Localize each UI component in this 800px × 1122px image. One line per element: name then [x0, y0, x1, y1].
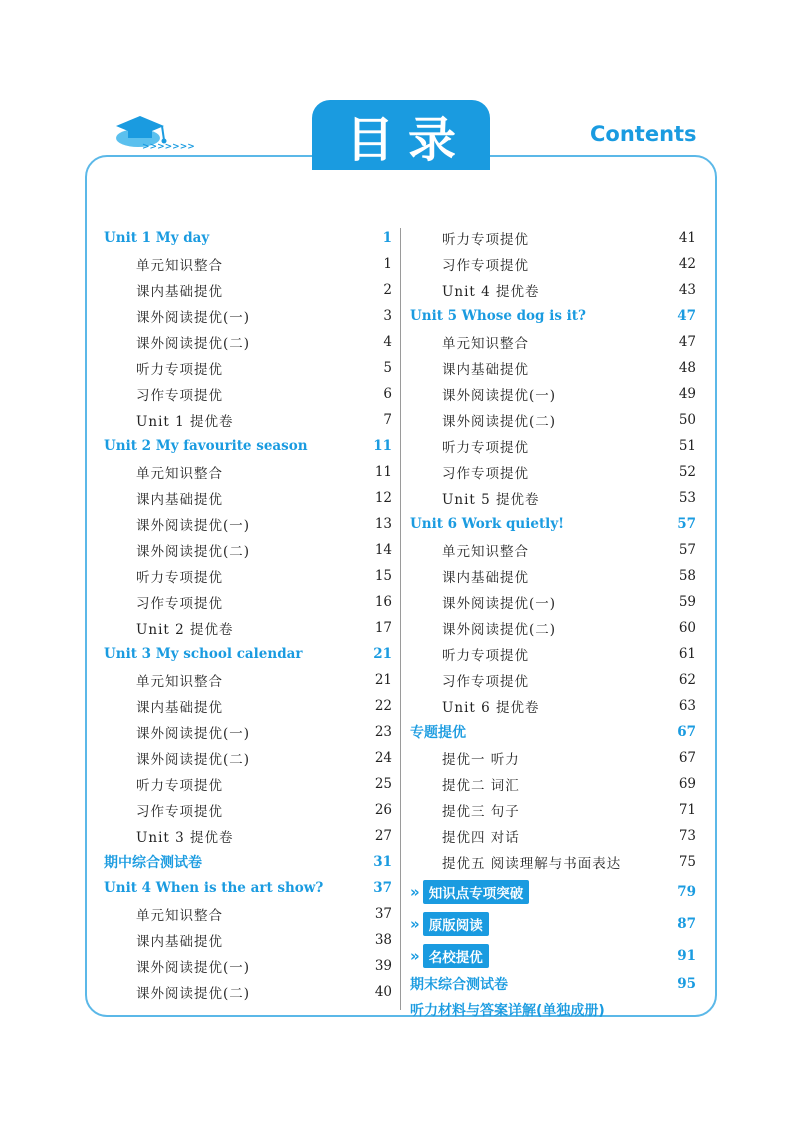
- toc-entry-label: 提优一 听力: [442, 752, 520, 768]
- toc-page-number: 47: [678, 334, 696, 350]
- toc-page-number: 75: [678, 854, 696, 870]
- toc-page-number: 91: [677, 948, 696, 964]
- toc-entry-label: Unit 6 Work quietly!: [410, 516, 565, 532]
- toc-entry[interactable]: [410, 277, 696, 303]
- toc-entry-label: 课外阅读提优(一): [136, 310, 251, 326]
- toc-entry-label: 单元知识整合: [136, 466, 223, 482]
- toc-entry-label: Unit 1 My day: [104, 230, 210, 246]
- toc-entry-label: 单元知识整合: [442, 336, 529, 352]
- toc-entry[interactable]: [410, 589, 696, 615]
- toc-entry[interactable]: [410, 719, 696, 745]
- toc-entry[interactable]: [104, 979, 392, 1005]
- toc-entry-label: 课外阅读提优(二): [442, 622, 557, 638]
- toc-page-number: 14: [374, 542, 392, 558]
- toc-entry-label: 听力专项提优: [442, 232, 529, 248]
- toc-page-number: 62: [678, 672, 696, 688]
- toc-entry-label: 课内基础提优: [136, 700, 223, 716]
- toc-entry[interactable]: [410, 485, 696, 511]
- toc-page-number: 79: [677, 884, 696, 900]
- toc-entry[interactable]: [104, 745, 392, 771]
- toc-page-number: 47: [677, 308, 696, 324]
- toc-entry-label: 课外阅读提优(一): [136, 726, 251, 742]
- toc-entry[interactable]: [410, 511, 696, 537]
- toc-entry[interactable]: [410, 329, 696, 355]
- toc-entry[interactable]: [104, 485, 392, 511]
- toc-page-number: 57: [677, 516, 696, 532]
- toc-entry[interactable]: [410, 941, 696, 971]
- toc-entry-label: 课内基础提优: [442, 362, 529, 378]
- toc-entry[interactable]: [410, 971, 696, 997]
- toc-entry-label: 提优三 句子: [442, 804, 520, 820]
- toc-entry[interactable]: [410, 771, 696, 797]
- toc-page-number: 38: [374, 932, 392, 948]
- toc-entry-label: 课外阅读提优(一): [136, 960, 251, 976]
- toc-entry[interactable]: [104, 355, 392, 381]
- toc-entry-label: 期中综合测试卷: [104, 855, 202, 871]
- title-tab: [312, 100, 490, 170]
- toc-entry-label: Unit 2 My favourite season: [104, 438, 308, 454]
- toc-page-number: 48: [678, 360, 696, 376]
- toc-entry[interactable]: [104, 823, 392, 849]
- toc-page-number: 43: [678, 282, 696, 298]
- toc-entry[interactable]: [104, 849, 392, 875]
- toc-entry-label: 课外阅读提优(二): [136, 544, 251, 560]
- toc-entry[interactable]: [410, 563, 696, 589]
- toc-entry[interactable]: [410, 823, 696, 849]
- toc-entry[interactable]: [104, 407, 392, 433]
- toc-page-number: 4: [383, 334, 392, 350]
- toc-entry-label: 提优五 阅读理解与书面表达: [442, 856, 622, 872]
- toc-entry[interactable]: [410, 797, 696, 823]
- toc-page-number: 61: [678, 646, 696, 662]
- toc-entry-label: 单元知识整合: [136, 908, 223, 924]
- toc-page-number: 59: [678, 594, 696, 610]
- toc-entry-label: Unit 3 提优卷: [136, 830, 234, 846]
- toc-right-column: [410, 225, 696, 1023]
- toc-entry-label: 习作专项提优: [136, 388, 223, 404]
- toc-page-number: 16: [374, 594, 392, 610]
- toc-entry-label: 课外阅读提优(一): [442, 596, 557, 612]
- toc-entry[interactable]: [410, 459, 696, 485]
- toc-entry[interactable]: [410, 433, 696, 459]
- toc-page-number: 60: [678, 620, 696, 636]
- toc-entry-label: 习作专项提优: [442, 674, 529, 690]
- toc-entry-label: 课外阅读提优(二): [442, 414, 557, 430]
- toc-page-number: 87: [677, 916, 696, 932]
- toc-page-number: 22: [374, 698, 392, 714]
- toc-entry[interactable]: [410, 997, 696, 1023]
- toc-entry[interactable]: [410, 909, 696, 939]
- toc-entry[interactable]: [410, 745, 696, 771]
- toc-entry[interactable]: [410, 303, 696, 329]
- toc-page-number: 21: [373, 646, 392, 662]
- toc-page-number: 21: [374, 672, 392, 688]
- toc-entry-label: 课外阅读提优(二): [136, 752, 251, 768]
- toc-entry[interactable]: [104, 303, 392, 329]
- toc-entry[interactable]: [104, 719, 392, 745]
- toc-entry-label: Unit 3 My school calendar: [104, 646, 303, 662]
- svg-text:>>>>>>>: >>>>>>>: [142, 142, 195, 152]
- toc-entry-label: 课外阅读提优(一): [442, 388, 557, 404]
- toc-entry-label: 课内基础提优: [136, 934, 223, 950]
- toc-entry-label: 课外阅读提优(二): [136, 336, 251, 352]
- toc-entry[interactable]: [104, 797, 392, 823]
- toc-entry-label: 听力材料与答案详解(单独成册): [410, 1003, 605, 1019]
- toc-entry[interactable]: [104, 329, 392, 355]
- toc-page-number: 95: [677, 976, 696, 992]
- toc-entry-label: 单元知识整合: [136, 258, 223, 274]
- toc-page-number: 42: [678, 256, 696, 272]
- toc-entry-label: 提优四 对话: [442, 830, 520, 846]
- toc-entry[interactable]: [104, 225, 392, 251]
- toc-page-number: 17: [374, 620, 392, 636]
- toc-left-column: [104, 225, 392, 1005]
- toc-page-number: 49: [678, 386, 696, 402]
- toc-entry[interactable]: [410, 693, 696, 719]
- toc-entry-label: 提优二 词汇: [442, 778, 520, 794]
- toc-page-number: 51: [678, 438, 696, 454]
- toc-entry-label: 习作专项提优: [136, 596, 223, 612]
- double-chevron-icon: »: [410, 915, 420, 933]
- toc-page-number: 1: [383, 256, 392, 272]
- toc-page-number: 24: [374, 750, 392, 766]
- toc-page-number: 58: [678, 568, 696, 584]
- toc-entry-label: 课内基础提优: [136, 284, 223, 300]
- toc-page-number: 40: [374, 984, 392, 1000]
- toc-page-number: 53: [678, 490, 696, 506]
- page-title: 目录: [345, 111, 470, 168]
- toc-entry[interactable]: [104, 953, 392, 979]
- toc-entry[interactable]: [410, 641, 696, 667]
- toc-entry-label: 课外阅读提优(一): [136, 518, 251, 534]
- toc-page-number: 25: [374, 776, 392, 792]
- toc-page-number: 41: [678, 230, 696, 246]
- toc-entry[interactable]: [104, 459, 392, 485]
- toc-entry[interactable]: [104, 641, 392, 667]
- toc-entry-label: 名校提优: [423, 944, 489, 968]
- toc-page-number: 11: [374, 464, 392, 480]
- toc-entry-label: 单元知识整合: [442, 544, 529, 560]
- toc-entry[interactable]: [410, 407, 696, 433]
- toc-page-number: 15: [374, 568, 392, 584]
- toc-entry-label: 课内基础提优: [442, 570, 529, 586]
- toc-entry-label: 单元知识整合: [136, 674, 223, 690]
- toc-page-number: 23: [374, 724, 392, 740]
- toc-entry[interactable]: [410, 615, 696, 641]
- toc-page-number: 37: [374, 906, 392, 922]
- toc-entry-label: 专题提优: [410, 725, 466, 741]
- toc-entry[interactable]: [104, 433, 392, 459]
- toc-page-number: 26: [374, 802, 392, 818]
- toc-page-number: 11: [373, 438, 392, 454]
- toc-page-number: 1: [382, 230, 392, 246]
- toc-entry-label: 课内基础提优: [136, 492, 223, 508]
- double-chevron-icon: »: [410, 883, 420, 901]
- toc-entry[interactable]: [410, 667, 696, 693]
- toc-entry[interactable]: [104, 927, 392, 953]
- toc-entry-label: 课外阅读提优(二): [136, 986, 251, 1002]
- toc-entry-title: [410, 944, 489, 968]
- toc-entry[interactable]: [410, 251, 696, 277]
- toc-entry[interactable]: [104, 277, 392, 303]
- toc-entry[interactable]: [104, 875, 392, 901]
- toc-entry[interactable]: [410, 381, 696, 407]
- toc-page-number: 2: [383, 282, 392, 298]
- toc-page-number: 27: [374, 828, 392, 844]
- toc-entry[interactable]: [104, 563, 392, 589]
- toc-entry-label: Unit 5 提优卷: [442, 492, 540, 508]
- toc-page-number: 50: [678, 412, 696, 428]
- double-chevron-icon: »: [410, 947, 420, 965]
- toc-entry[interactable]: [410, 877, 696, 907]
- toc-page-number: 39: [374, 958, 392, 974]
- toc-entry-label: 听力专项提优: [442, 440, 529, 456]
- toc-page-number: 3: [383, 308, 392, 324]
- toc-entry-label: 习作专项提优: [136, 804, 223, 820]
- toc-entry-label: 原版阅读: [423, 912, 489, 936]
- toc-page-number: 67: [678, 750, 696, 766]
- toc-entry[interactable]: [104, 381, 392, 407]
- toc-entry-label: 听力专项提优: [136, 778, 223, 794]
- toc-entry-label: Unit 4 When is the art show?: [104, 880, 324, 896]
- toc-entry-label: Unit 4 提优卷: [442, 284, 540, 300]
- toc-page-number: 52: [678, 464, 696, 480]
- toc-entry-label: Unit 5 Whose dog is it?: [410, 308, 586, 324]
- toc-page-number: 37: [373, 880, 392, 896]
- toc-page-number: 57: [678, 542, 696, 558]
- toc-entry-title: [410, 912, 489, 936]
- toc-entry-label: Unit 6 提优卷: [442, 700, 540, 716]
- toc-entry[interactable]: [104, 537, 392, 563]
- toc-entry[interactable]: [104, 901, 392, 927]
- toc-page-number: 7: [383, 412, 392, 428]
- toc-page-number: 12: [374, 490, 392, 506]
- toc-page-number: 73: [678, 828, 696, 844]
- toc-page-number: 63: [678, 698, 696, 714]
- toc-page-number: 71: [678, 802, 696, 818]
- contents-label: Contents: [590, 122, 697, 146]
- toc-entry-label: 期末综合测试卷: [410, 977, 508, 993]
- toc-entry-label: 听力专项提优: [136, 362, 223, 378]
- toc-entry[interactable]: [410, 537, 696, 563]
- toc-entry[interactable]: [410, 849, 696, 875]
- toc-page-number: 69: [678, 776, 696, 792]
- toc-entry-label: 听力专项提优: [136, 570, 223, 586]
- toc-entry[interactable]: [104, 693, 392, 719]
- toc-entry[interactable]: [104, 251, 392, 277]
- toc-entry-title: [410, 880, 529, 904]
- toc-entry-label: 知识点专项突破: [423, 880, 530, 904]
- toc-entry-label: Unit 2 提优卷: [136, 622, 234, 638]
- toc-page-number: 5: [383, 360, 392, 376]
- column-divider: [400, 228, 401, 1010]
- toc-entry[interactable]: [104, 615, 392, 641]
- toc-page-number: 31: [373, 854, 392, 870]
- toc-entry-label: 听力专项提优: [442, 648, 529, 664]
- toc-page-number: 13: [374, 516, 392, 532]
- toc-page-number: 6: [383, 386, 392, 402]
- toc-entry[interactable]: [104, 667, 392, 693]
- toc-entry[interactable]: [410, 225, 696, 251]
- toc-entry[interactable]: [104, 589, 392, 615]
- toc-entry[interactable]: [410, 355, 696, 381]
- toc-entry-label: 习作专项提优: [442, 466, 529, 482]
- toc-entry[interactable]: [104, 511, 392, 537]
- toc-entry-label: 习作专项提优: [442, 258, 529, 274]
- graduation-cap-icon: [108, 108, 198, 158]
- toc-entry[interactable]: [104, 771, 392, 797]
- toc-entry-label: Unit 1 提优卷: [136, 414, 234, 430]
- toc-page-number: 67: [677, 724, 696, 740]
